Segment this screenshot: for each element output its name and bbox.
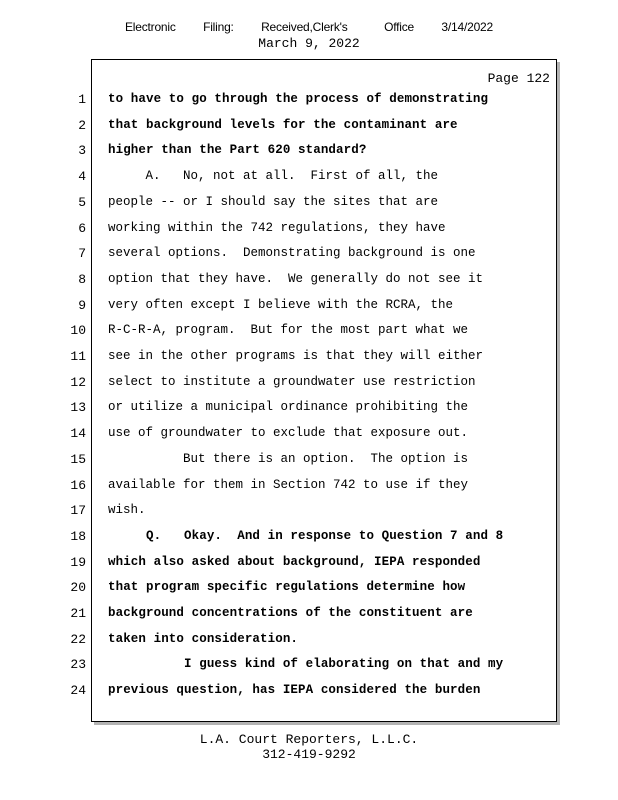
line-number: 2 [78,117,86,133]
transcript-line: R-C-R-A, program. But for the most part what we [108,323,469,338]
transcript-line: background concentrations of the constituent are [108,606,473,620]
line-number: 20 [70,580,86,596]
line-number: 4 [78,169,86,185]
line-number: 13 [70,400,86,416]
line-number: 22 [70,631,86,647]
line-number: 14 [70,426,86,442]
transcript-line: to have to go through the process of demonstrating [108,92,489,106]
line-number: 5 [78,194,86,210]
line-number: 24 [70,683,86,699]
line-number: 3 [78,143,86,159]
transcript-line: wish. [108,503,146,518]
transcript-line: select to institute a groundwater use restriction [108,374,476,389]
line-number: 12 [70,374,86,390]
transcript-line: use of groundwater to exclude that exposure out. [108,426,469,441]
transcript-line: or utilize a municipal ordinance prohibiting the [108,400,469,415]
line-number: 1 [78,92,86,107]
line-number: 18 [70,528,86,544]
footer-company: L.A. Court Reporters, L.L.C. [199,732,419,747]
transcript-line: higher than the Part 620 standard? [108,143,367,158]
page-number: Page 122 [487,71,550,86]
transcript-line: available for them in Section 742 to use if they [108,477,469,492]
line-number: 6 [78,220,86,236]
line-number: 16 [70,477,86,493]
line-number: 17 [70,503,86,519]
transcript-line: But there is an option. The option is [108,451,469,466]
transcript-line: I guess kind of elaborating on that and my [108,657,504,672]
transcript-line: previous question, has IEPA considered the burden [108,683,481,698]
line-number: 15 [70,451,86,467]
transcript-line: Q. Okay. And in response to Question 7 and 8 [108,528,504,543]
transcript-line: option that they have. We generally do not see it [108,271,484,286]
footer [0,732,618,762]
transcript-line: which also asked about background, IEPA responded [108,554,481,569]
footer-phone: 312-419-9292 [262,747,356,762]
transcript-line: that program specific regulations determine how [108,580,466,595]
line-number: 8 [78,271,86,287]
filing-stamp: Electronic Filing: Received,Clerk's Office 3/14/2022 [124,20,493,34]
line-number: 9 [78,297,86,313]
transcript-line: A. No, not at all. First of all, the [108,169,439,184]
transcript-page [91,59,557,722]
transcript-line: see in the other programs is that they will either [108,349,484,363]
line-number: 11 [70,349,86,364]
transcript-line: several options. Demonstrating background is one [108,246,476,261]
transcript-line: working within the 742 regulations, they have [108,220,446,235]
transcript-line: taken into consideration. [108,631,299,646]
transcript-line: very often except I believe with the RCRA, the [108,297,454,312]
transcript-date: March 9, 2022 [258,36,360,51]
line-number: 7 [78,246,86,262]
line-number: 23 [70,657,86,673]
transcript-line: people -- or I should say the sites that are [108,194,439,209]
line-number: 10 [70,323,86,339]
line-number: 19 [70,554,86,570]
transcript-line: that background levels for the contaminant are [108,117,458,132]
line-number: 21 [70,606,86,621]
